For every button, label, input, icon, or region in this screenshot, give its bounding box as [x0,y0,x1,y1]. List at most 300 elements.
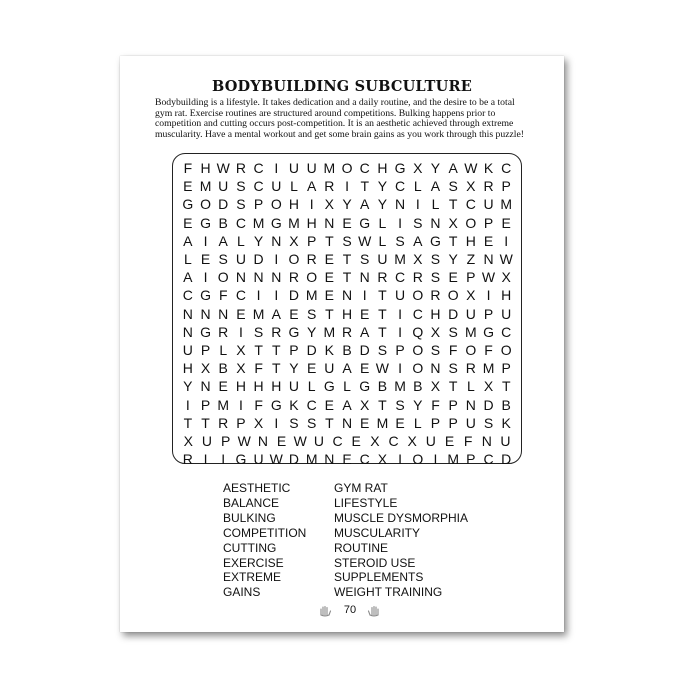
grid-letter: C [306,396,317,413]
grid-letter: N [235,269,246,286]
grid-letter: P [501,360,511,377]
grid-letter: B [501,396,511,413]
grid-letter: E [236,305,246,322]
grid-letter: E [306,360,317,377]
grid-letter: L [343,378,351,395]
grid-letter: I [398,323,403,340]
grid-letter: G [430,232,441,249]
grid-letter: O [500,341,512,358]
grid-letter: R [483,178,494,195]
grid-letter: S [236,196,246,213]
grid-letter: U [182,341,193,358]
grid-letter: W [237,432,251,449]
grid-letter: W [481,269,496,286]
word-list-item: BALANCE [223,495,280,510]
grid-letter: U [395,287,406,304]
grid-letter: M [394,378,406,395]
word-list-item: WEIGHT TRAINING [334,585,443,600]
grid-letter: R [288,269,300,286]
grid-letter: I [238,396,243,413]
grid-letter: I [203,451,208,468]
grid-letter: R [377,269,388,286]
grid-letter: U [500,432,511,449]
grid-letter: O [465,214,477,231]
grid-letter: E [289,305,299,322]
grid-letter: S [483,414,494,431]
grid-letter: A [430,178,441,195]
grid-letter: D [288,287,300,304]
grid-letter: S [253,323,264,340]
grid-letter: R [341,323,353,340]
grid-letter: T [325,414,334,431]
grid-letter: T [325,305,334,322]
grid-letter: U [324,360,335,377]
grid-row [179,305,515,323]
grid-letter: C [501,323,512,340]
grid-letter: S [236,178,246,195]
grid-letter: G [359,214,371,231]
grid-letter: R [218,323,229,340]
grid-letter: T [448,378,458,395]
grid-letter: Y [377,196,388,213]
grid-letter: N [324,451,335,468]
grid-letter: A [342,360,352,377]
grid-letter: E [324,396,335,413]
grid-letter: H [182,360,193,377]
grid-letter: P [200,396,211,413]
grid-letter: A [271,305,281,322]
word-list-item: MUSCULARITY [334,525,421,540]
grid-letter: F [448,341,458,358]
grid-letter: Y [289,360,299,377]
grid-letter: Y [306,323,317,340]
grid-letter: U [425,432,436,449]
grid-letter: M [447,451,459,468]
grid-letter: E [200,251,211,268]
grid-letter: Y [377,178,388,195]
grid-letter: F [484,341,493,358]
grid-letter: I [274,414,279,431]
grid-letter: I [256,287,261,304]
grid-letter: E [395,414,405,431]
word-list-item: GYM RAT [334,481,388,495]
grid-letter: C [235,214,246,231]
grid-letter: A [183,269,193,286]
grid-letter: C [483,451,494,468]
grid-letter: M [500,196,513,213]
grid-letter: C [395,269,406,286]
grid-letter: N [430,214,441,231]
grid-letter: M [252,305,265,322]
grid-letter: X [253,414,264,431]
grid-letter: H [200,160,211,177]
grid-letter: G [288,323,300,340]
grid-letter: E [342,214,352,231]
grid-letter: S [430,251,441,268]
grid-row [179,286,515,304]
grid-letter: I [238,323,243,340]
grid-letter: I [185,396,190,413]
grid-letter: H [235,378,246,395]
grid-letter: N [430,360,441,377]
grid-letter: L [431,196,440,213]
word-list-left-column [223,481,306,600]
grid-letter: O [270,196,282,213]
grid-letter: A [360,323,370,340]
grid-letter: S [395,396,405,413]
word-list-item: EXERCISE [223,555,284,570]
grid-letter: O [412,341,424,358]
grid-letter: I [398,451,403,468]
grid-letter: U [313,432,324,449]
grid-letter: P [466,451,476,468]
grid-letter: G [235,451,247,468]
grid-letter: S [360,251,370,268]
grid-letter: I [398,360,403,377]
grid-letter: R [430,287,441,304]
grid-letter: Y [253,232,264,249]
hand-icon [318,603,332,617]
grid-letter: K [324,341,335,358]
grid-letter: E [324,287,335,304]
grid-letter: L [466,378,475,395]
grid-letter: N [218,305,229,322]
grid-letter: K [501,414,511,431]
grid-letter: Q [412,323,424,340]
grid-letter: G [270,214,282,231]
grid-letter: D [288,451,300,468]
grid-letter: D [448,305,459,322]
grid-letter: L [219,341,228,358]
grid-letter: R [271,323,282,340]
grid-letter: H [271,378,282,395]
word-list-item: STEROID USE [334,555,416,570]
grid-letter: E [360,414,370,431]
grid-letter: O [306,269,318,286]
grid-letter: X [413,160,423,177]
grid-letter: N [271,232,282,249]
grid-letter: C [253,160,264,177]
grid-letter: Y [413,396,423,413]
grid-letter: N [257,432,268,449]
word-list-item: SUPPLEMENTS [334,570,424,585]
grid-letter: L [290,178,298,195]
letter-grid [179,159,515,468]
grid-letter: M [305,451,318,468]
grid-letter: H [501,287,512,304]
grid-letter: W [499,251,513,268]
grid-letter: O [412,360,424,377]
grid-row [179,450,515,468]
grid-letter: Y [448,251,458,268]
word-list-item: LIFESTYLE [334,495,398,510]
grid-letter: P [306,232,317,249]
grid-letter: X [370,432,380,449]
word-list-item: ROUTINE [334,540,388,555]
grid-row [179,323,515,341]
grid-letter: I [433,451,438,468]
grid-letter: U [465,305,476,322]
grid-letter: T [378,287,387,304]
grid-letter: I [203,232,208,249]
grid-letter: M [323,160,336,177]
grid-letter: B [342,341,352,358]
word-list-item: AESTHETIC [223,481,291,495]
grid-letter: E [324,251,335,268]
grid-letter: T [201,414,210,431]
grid-letter: A [306,178,317,195]
grid-letter: T [272,360,281,377]
grid-letter: U [218,178,229,195]
grid-letter: A [448,160,458,177]
grid-letter: M [394,251,406,268]
grid-letter: T [272,341,281,358]
grid-letter: X [501,269,511,286]
grid-letter: G [359,378,371,395]
grid-letter: D [483,396,494,413]
grid-letter: K [483,160,494,177]
grid-letter: U [235,251,246,268]
grid-letter: M [376,414,389,431]
grid-row [179,214,515,232]
grid-letter: D [253,251,264,268]
grid-letter: P [466,269,476,286]
grid-letter: I [221,451,226,468]
grid-letter: E [483,232,494,249]
grid-letter: U [501,305,512,322]
grid-letter: M [482,360,495,377]
grid-letter: R [235,160,246,177]
grid-letter: C [388,432,399,449]
grid-letter: E [218,378,228,395]
grid-letter: E [276,432,287,449]
grid-row [179,377,515,395]
grid-letter: X [430,323,441,340]
grid-letter: H [288,196,300,213]
grid-row [179,432,515,450]
grid-letter: X [430,378,441,395]
grid-letter: I [345,178,349,195]
grid-letter: M [465,323,477,340]
grid-letter: O [412,451,424,468]
grid-letter: L [307,378,316,395]
grid-row [179,359,515,377]
grid-letter: B [413,378,423,395]
word-list-item: COMPETITION [223,525,307,540]
grid-letter: P [253,196,264,213]
grid-letter: S [413,214,423,231]
grid-letter: H [341,305,353,322]
grid-letter: N [200,378,211,395]
puzzle-page [120,56,564,632]
grid-letter: F [218,287,228,304]
word-list-item: CUTTING [223,540,277,555]
grid-letter: U [201,432,213,449]
grid-letter: U [306,160,317,177]
grid-letter: E [342,451,352,468]
page-number: 70 [343,604,357,616]
grid-letter: U [483,196,494,213]
grid-letter: N [481,432,492,449]
grid-row [179,250,515,268]
grid-letter: O [200,196,211,213]
grid-letter: N [465,396,476,413]
grid-letter: T [448,196,458,213]
grid-letter: S [377,341,388,358]
grid-letter: I [486,287,491,304]
grid-letter: U [465,414,476,431]
grid-letter: U [288,160,300,177]
grid-letter: I [274,251,279,268]
grid-letter: T [342,269,352,286]
grid-letter: M [199,178,212,195]
page-title: BODYBUILDING SUBCULTURE [212,78,472,95]
grid-letter: D [501,451,512,468]
grid-letter: T [254,341,263,358]
word-search-grid-box [172,153,522,468]
grid-letter: T [448,232,458,249]
grid-letter: P [483,214,494,231]
grid-letter: G [200,323,211,340]
grid-letter: L [413,178,422,195]
grid-letter: B [377,378,388,395]
grid-letter: I [309,196,314,213]
grid-letter: M [288,214,300,231]
grid-letter: C [359,160,370,177]
grid-letter: S [342,232,352,249]
grid-row [179,395,515,413]
grid-letter: C [359,451,370,468]
grid-letter: X [413,251,423,268]
grid-letter: X [483,378,494,395]
grid-letter: O [447,287,459,304]
grid-letter: N [182,305,193,322]
grid-letter: N [359,269,370,286]
grid-letter: S [448,360,458,377]
grid-row [179,159,515,177]
word-list-right-column [334,481,468,600]
grid-letter: O [217,269,229,286]
grid-letter: D [359,341,370,358]
grid-letter: C [465,196,476,213]
grid-letter: S [306,414,317,431]
grid-letter: S [430,341,441,358]
grid-letter: X [289,232,299,249]
grid-letter: N [324,214,335,231]
grid-letter: R [182,451,193,468]
grid-letter: W [216,160,230,177]
grid-letter: D [306,341,317,358]
grid-letter: X [466,287,476,304]
grid-letter: T [360,178,369,195]
grid-letter: E [183,178,193,195]
grid-letter: S [306,305,317,322]
grid-letter: S [448,178,458,195]
grid-letter: I [362,287,367,304]
grid-letter: N [341,287,353,304]
grid-letter: D [218,196,229,213]
grid-letter: P [289,341,299,358]
grid-row [179,268,515,286]
grid-letter: Y [342,196,352,213]
grid-letter: R [306,251,317,268]
grid-letter: X [377,451,388,468]
grid-letter: O [341,160,353,177]
grid-letter: S [218,251,228,268]
grid-letter: X [324,196,335,213]
grid-letter: R [412,269,423,286]
grid-letter: N [271,269,282,286]
grid-letter: N [395,196,406,213]
grid-letter: L [378,232,387,249]
grid-letter: U [271,178,282,195]
grid-letter: F [463,432,473,449]
grid-letter: E [501,214,511,231]
grid-letter: S [395,232,405,249]
grid-letter: L [237,232,245,249]
grid-letter: T [378,305,387,322]
grid-letter: W [269,451,283,468]
grid-letter: T [378,396,387,413]
grid-letter: P [236,414,246,431]
grid-letter: M [217,396,230,413]
grid-letter: C [182,287,193,304]
grid-letter: F [254,396,263,413]
grid-letter: N [341,414,353,431]
grid-letter: Z [466,251,476,268]
word-list-item: GAINS [223,585,261,600]
grid-row [179,232,515,250]
grid-letter: L [378,214,387,231]
grid-letter: C [253,178,264,195]
grid-letter: P [448,414,458,431]
grid-letter: N [253,269,264,286]
grid-letter: G [182,196,194,213]
grid-letter: X [236,360,246,377]
grid-letter: A [183,232,193,249]
grid-letter: L [413,414,422,431]
grid-letter: O [465,341,477,358]
page-footer [120,604,564,618]
word-list-item: BULKING [223,510,276,525]
grid-letter: G [394,160,406,177]
grid-letter: C [412,305,423,322]
grid-letter: Y [183,378,193,395]
grid-letter: B [218,360,228,377]
grid-letter: H [253,378,264,395]
grid-letter: T [501,378,511,395]
grid-letter: S [448,323,458,340]
grid-letter: G [200,287,211,304]
grid-letter: G [323,378,335,395]
grid-letter: B [218,214,228,231]
grid-letter: K [289,396,299,413]
grid-letter: C [332,432,343,449]
grid-letter: E [324,269,335,286]
grid-letter: I [504,232,509,249]
grid-letter: A [360,196,370,213]
grid-letter: P [501,178,511,195]
grid-letter: I [203,269,208,286]
grid-letter: F [254,360,263,377]
grid-letter: A [342,396,352,413]
grid-letter: U [377,251,388,268]
grid-letter: E [448,269,458,286]
grid-letter: U [288,378,300,395]
grid-letter: N [200,305,211,322]
grid-letter: C [395,178,406,195]
intro-paragraph: Bodybuilding is a lifestyle. It takes dedication and a daily routine, and the desire to be a total gym rat. Exercise routines are structured around competitions. Bulking happens prior to competition and cutting occurs post-competition. It is an aesthetic achieved through extreme muscularity. Have a mental workout and get some brain gains as you work through this puzzle! [155,97,525,140]
